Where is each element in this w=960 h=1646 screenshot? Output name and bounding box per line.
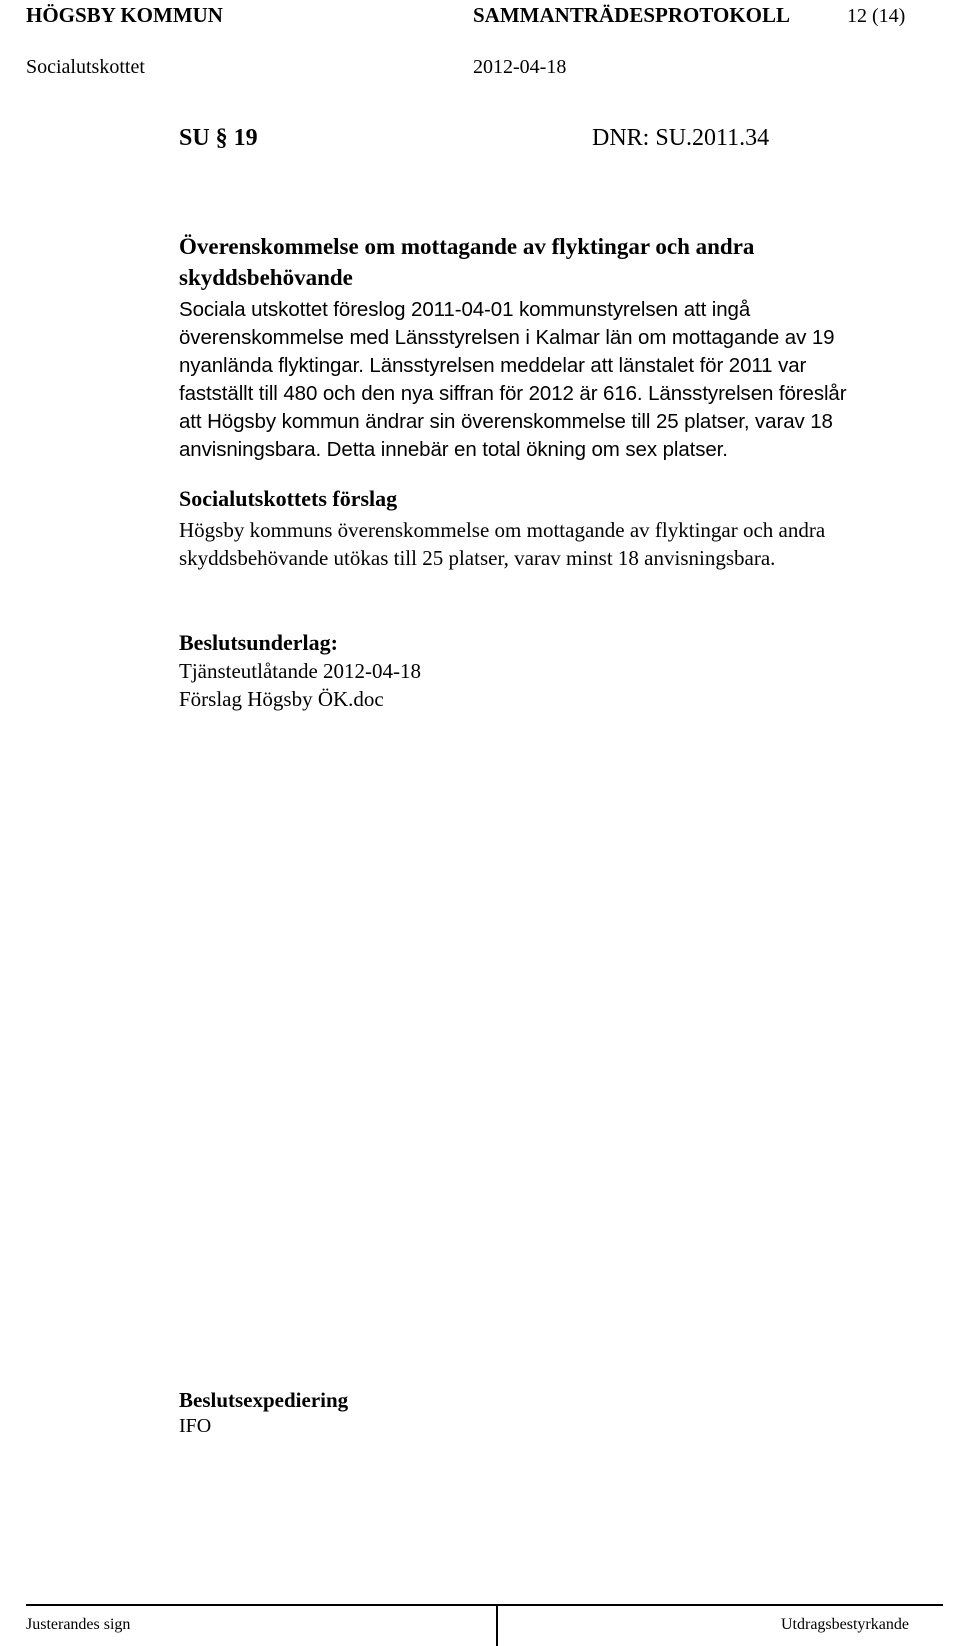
dispatch-heading: Beslutsexpediering	[179, 1388, 349, 1412]
basis-item: Förslag Högsby ÖK.doc	[179, 687, 384, 711]
basis-heading: Beslutsunderlag:	[179, 630, 338, 655]
org-name: HÖGSBY KOMMUN	[26, 3, 223, 27]
committee-name: Socialutskottet	[26, 56, 145, 78]
meeting-date: 2012-04-18	[473, 56, 567, 78]
section-id: SU § 19	[179, 125, 258, 151]
dispatch-value: IFO	[179, 1415, 212, 1437]
document-type: SAMMANTRÄDESPROTOKOLL	[473, 3, 790, 27]
proposal-line: Högsby kommuns överenskommelse om mottagande av flyktingar och andra	[179, 518, 826, 542]
intro-line: nyanlända flyktingar. Länsstyrelsen meddelar att länstalet för 2011 var	[179, 354, 807, 377]
proposal-heading: Socialutskottets förslag	[179, 486, 398, 511]
diary-number: DNR: SU.2011.34	[592, 125, 770, 151]
dispatch-section	[179, 1387, 954, 1439]
intro-line: överenskommelse med Länsstyrelsen i Kalmar län om mottagande av 19	[179, 326, 835, 349]
item-title: Överenskommelse om mottagande av flyktingar och andra skyddsbehövande	[179, 234, 755, 290]
item-title-block	[179, 231, 954, 293]
basis-item: Tjänsteutlåtande 2012-04-18	[179, 659, 422, 683]
footer-rule	[26, 1604, 943, 1606]
intro-paragraph	[179, 296, 954, 464]
intro-line: fastställt till 480 och den nya siffran för 2012 är 616. Länsstyrelsen föreslår	[179, 382, 847, 405]
basis-section	[179, 629, 954, 713]
proposal-section	[179, 485, 954, 572]
intro-line: anvisningsbara. Detta innebär en total ökning om sex platser.	[179, 438, 728, 461]
footer-divider	[496, 1604, 498, 1646]
certification-label: Utdragsbestyrkande	[781, 1616, 909, 1633]
intro-line: Sociala utskottet föreslog 2011-04-01 kommunstyrelsen att ingå	[179, 298, 751, 321]
proposal-line: skyddsbehövande utökas till 25 platser, varav minst 18 anvisningsbara.	[179, 546, 776, 570]
page-number: 12 (14)	[847, 5, 906, 27]
signature-label: Justerandes sign	[26, 1616, 131, 1633]
intro-line: att Högsby kommun ändrar sin överenskommelse till 25 platser, varav 18	[179, 410, 833, 433]
